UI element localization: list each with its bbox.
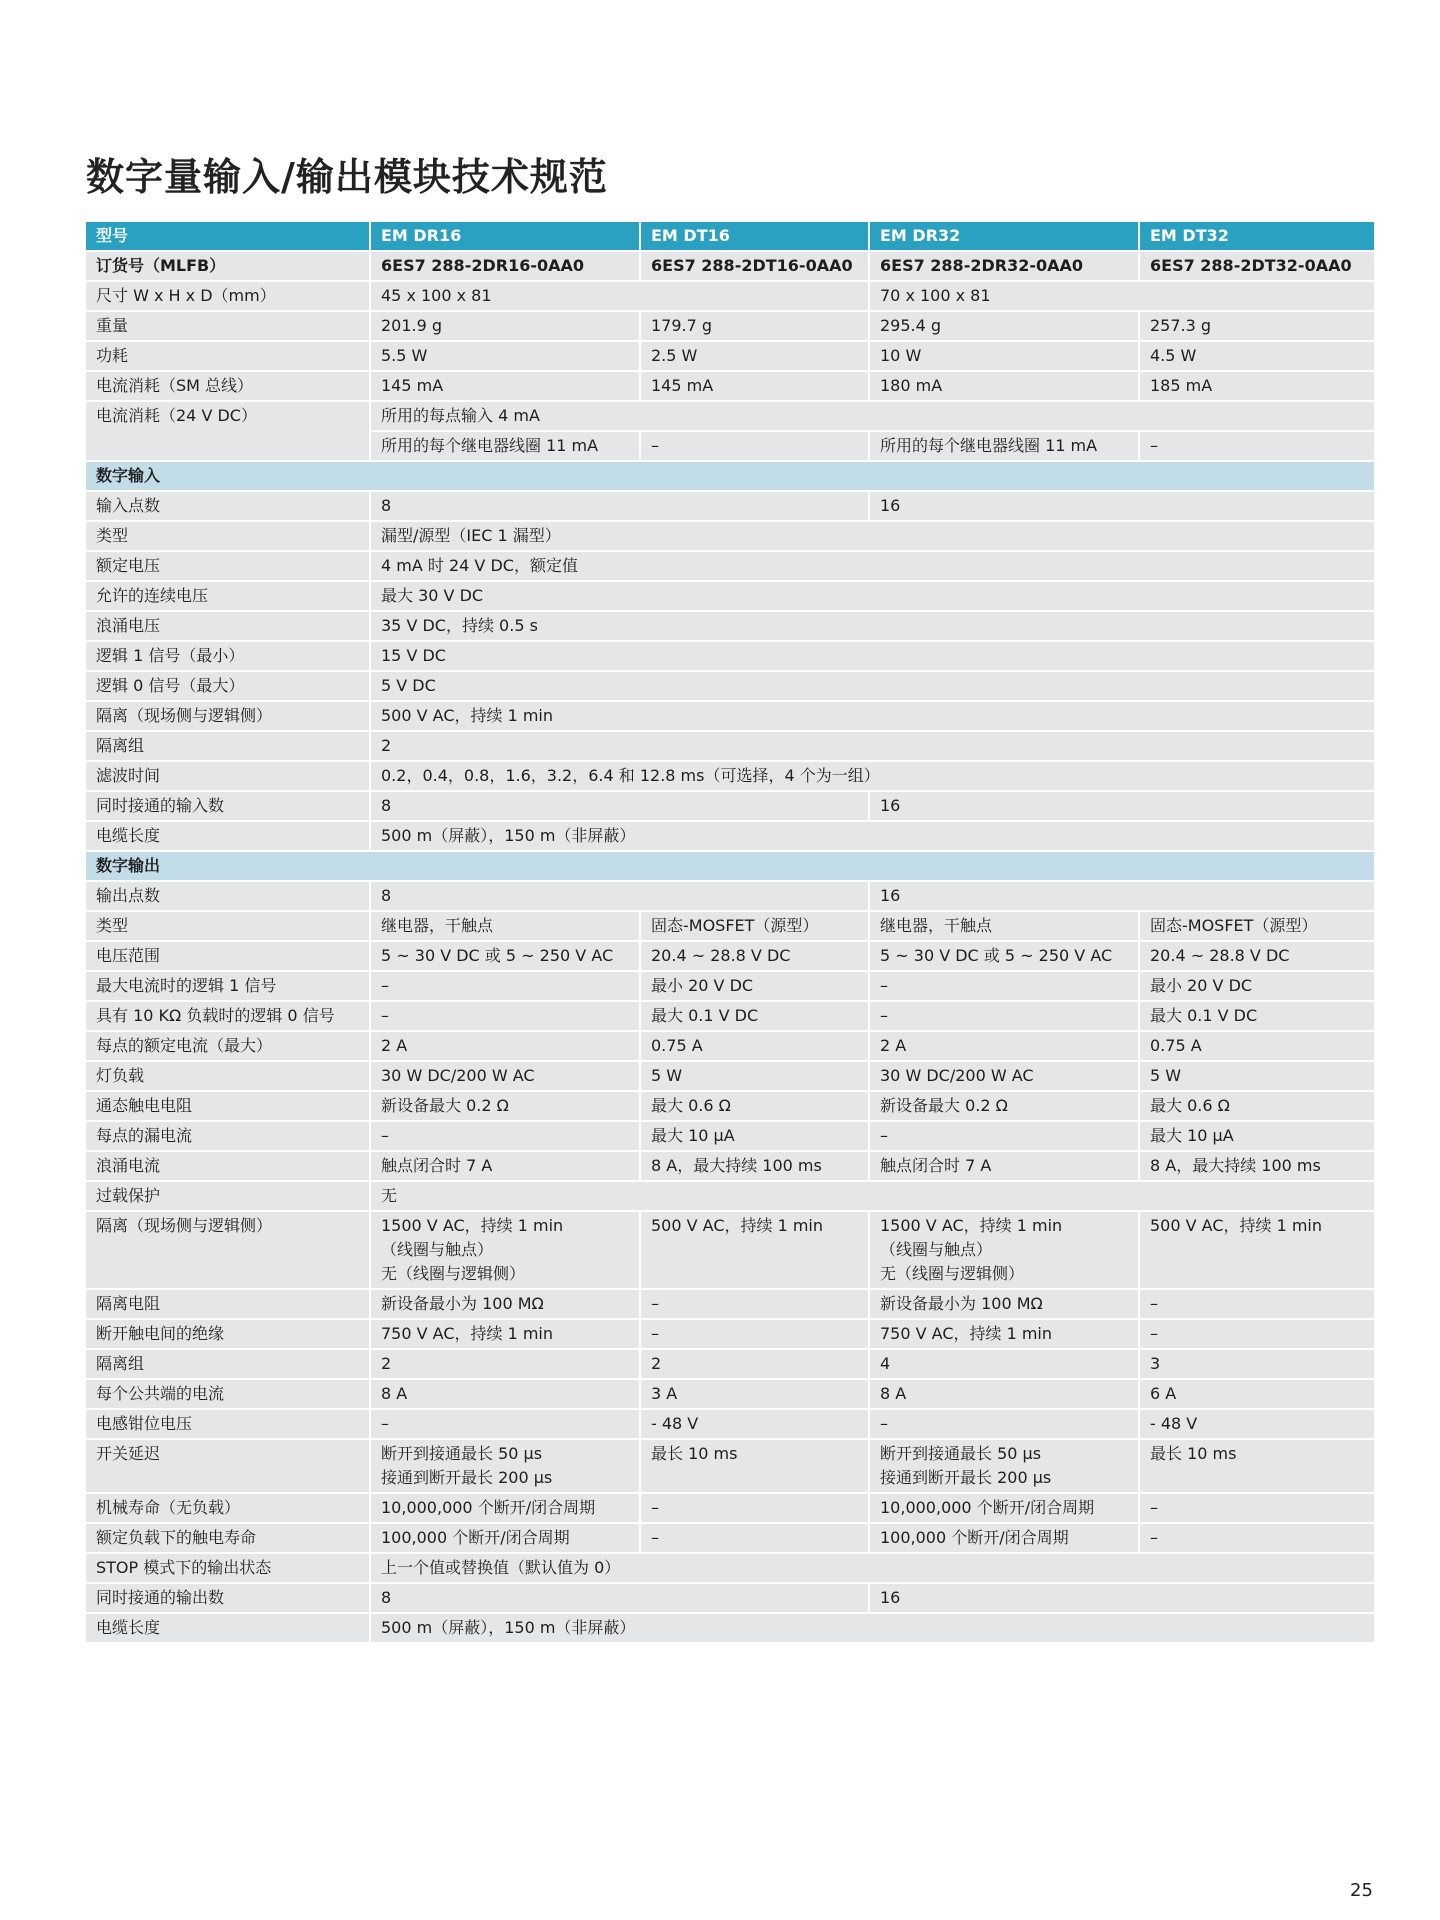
row-label: 类型 — [86, 522, 369, 550]
row-label: 灯负载 — [86, 1062, 369, 1090]
table-row — [86, 732, 1374, 760]
table-row — [86, 1122, 1374, 1150]
cell-line: 500 V AC，持续 1 min — [1150, 1216, 1323, 1235]
row-label: 逻辑 0 信号（最大） — [86, 672, 369, 700]
cell-line: 500 V AC，持续 1 min — [651, 1216, 824, 1235]
cell: 180 mA — [870, 372, 1138, 400]
cell: 750 V AC，持续 1 min — [371, 1320, 639, 1348]
cell-line: 接通到断开最长 200 μs — [880, 1468, 1052, 1487]
header-model: EM DT32 — [1140, 222, 1374, 250]
cell: 16 — [870, 882, 1374, 910]
cell: 70 x 100 x 81 — [870, 282, 1374, 310]
cell: 2 — [641, 1350, 868, 1378]
cell: 6ES7 288-2DR32-0AA0 — [870, 252, 1138, 280]
cell: 20.4 ~ 28.8 V DC — [1140, 942, 1374, 970]
row-label: 过载保护 — [86, 1182, 369, 1210]
table-row — [86, 1524, 1374, 1552]
cell: 最大 10 μA — [641, 1122, 868, 1150]
cell: 10,000,000 个断开/闭合周期 — [870, 1494, 1138, 1522]
cell: 8 A — [870, 1380, 1138, 1408]
cell: 最小 20 V DC — [1140, 972, 1374, 1000]
cell: 触点闭合时 7 A — [870, 1152, 1138, 1180]
header-model: EM DR32 — [870, 222, 1138, 250]
row-label: 电流消耗（SM 总线） — [86, 372, 369, 400]
row-label: 电缆长度 — [86, 822, 369, 850]
cell: 0.75 A — [641, 1032, 868, 1060]
cell: 500 m（屏蔽），150 m（非屏蔽） — [371, 822, 1374, 850]
cell: 100,000 个断开/闭合周期 — [371, 1524, 639, 1552]
cell: – — [371, 1122, 639, 1150]
header-model: EM DT16 — [641, 222, 868, 250]
cell: 最大 0.6 Ω — [641, 1092, 868, 1120]
row-label: 重量 — [86, 312, 369, 340]
section-title: 数字输出 — [86, 852, 1374, 880]
row-label: 电缆长度 — [86, 1614, 369, 1642]
row-label: 允许的连续电压 — [86, 582, 369, 610]
cell: 295.4 g — [870, 312, 1138, 340]
page-number: 25 — [1350, 1880, 1373, 1901]
cell: – — [1140, 432, 1374, 460]
row-label: 尺寸 W x H x D（mm） — [86, 282, 369, 310]
cell: 145 mA — [371, 372, 639, 400]
cell: 16 — [870, 792, 1374, 820]
cell: 2 — [371, 732, 1374, 760]
cell: 257.3 g — [1140, 312, 1374, 340]
table-row — [86, 1614, 1374, 1642]
cell: 8 — [371, 492, 868, 520]
cell: 30 W DC/200 W AC — [870, 1062, 1138, 1090]
cell-line: （线圈与触点） — [381, 1240, 494, 1259]
cell: 500 V AC，持续 1 min — [371, 702, 1374, 730]
cell: 185 mA — [1140, 372, 1374, 400]
cell-line: 1500 V AC，持续 1 min — [880, 1216, 1063, 1235]
row-label: 同时接通的输入数 — [86, 792, 369, 820]
table-row — [86, 672, 1374, 700]
cell: – — [371, 1002, 639, 1030]
cell-line: （线圈与触点） — [880, 1240, 993, 1259]
table-row — [86, 1062, 1374, 1090]
cell: 100,000 个断开/闭合周期 — [870, 1524, 1138, 1552]
table-row — [86, 1554, 1374, 1582]
cell: 新设备最大 0.2 Ω — [371, 1092, 639, 1120]
cell: 最大 0.1 V DC — [641, 1002, 868, 1030]
table-row — [86, 1152, 1374, 1180]
cell-line: 断开到接通最长 50 μs — [880, 1444, 1042, 1463]
cell: 2.5 W — [641, 342, 868, 370]
row-label: 浪涌电压 — [86, 612, 369, 640]
row-label: 每个公共端的电流 — [86, 1380, 369, 1408]
row-label: 开关延迟 — [86, 1440, 369, 1492]
table-row — [86, 792, 1374, 820]
table-row — [86, 582, 1374, 610]
table-row — [86, 522, 1374, 550]
table-row — [86, 312, 1374, 340]
cell: 5.5 W — [371, 342, 639, 370]
cell: 无 — [371, 1182, 1374, 1210]
row-label: 同时接通的输出数 — [86, 1584, 369, 1612]
cell: 8 A — [371, 1380, 639, 1408]
cell: 0.2，0.4，0.8，1.6，3.2，6.4 和 12.8 ms（可选择，4 个为一组） — [371, 762, 1374, 790]
cell: 6ES7 288-2DT16-0AA0 — [641, 252, 868, 280]
row-label: 隔离组 — [86, 732, 369, 760]
cell: – — [641, 1290, 868, 1318]
row-label: 订货号（MLFB） — [86, 252, 369, 280]
header-model: EM DR16 — [371, 222, 639, 250]
row-label: 电感钳位电压 — [86, 1410, 369, 1438]
cell: 10,000,000 个断开/闭合周期 — [371, 1494, 639, 1522]
cell: 新设备最小为 100 MΩ — [371, 1290, 639, 1318]
row-label: 通态触电电阻 — [86, 1092, 369, 1120]
spec-table — [84, 220, 1376, 1644]
cell: 所用的每个继电器线圈 11 mA — [870, 432, 1138, 460]
cell: 2 A — [870, 1032, 1138, 1060]
cell: 6ES7 288-2DT32-0AA0 — [1140, 252, 1374, 280]
cell: – — [870, 1122, 1138, 1150]
cell: 8 A，最大持续 100 ms — [1140, 1152, 1374, 1180]
cell: 3 — [1140, 1350, 1374, 1378]
cell: 所用的每个继电器线圈 11 mA — [371, 432, 639, 460]
cell-line: 断开到接通最长 50 μs — [381, 1444, 543, 1463]
cell — [870, 1440, 1138, 1492]
row-label: 电压范围 — [86, 942, 369, 970]
cell: 2 — [371, 1350, 639, 1378]
table-row — [86, 342, 1374, 370]
row-label: 隔离（现场侧与逻辑侧） — [86, 1212, 369, 1288]
cell: 最大 0.1 V DC — [1140, 1002, 1374, 1030]
cell: 500 m（屏蔽），150 m（非屏蔽） — [371, 1614, 1374, 1642]
cell: 最大 30 V DC — [371, 582, 1374, 610]
cell: 3 A — [641, 1380, 868, 1408]
row-label: 额定负载下的触电寿命 — [86, 1524, 369, 1552]
table-row — [86, 882, 1374, 910]
cell: 4 — [870, 1350, 1138, 1378]
cell: 0.75 A — [1140, 1032, 1374, 1060]
row-label: 每点的额定电流（最大） — [86, 1032, 369, 1060]
row-label: 输入点数 — [86, 492, 369, 520]
cell: 201.9 g — [371, 312, 639, 340]
cell: 固态-MOSFET（源型） — [641, 912, 868, 940]
table-row — [86, 1380, 1374, 1408]
cell: – — [641, 432, 868, 460]
cell: 新设备最大 0.2 Ω — [870, 1092, 1138, 1120]
table-row — [86, 402, 1374, 430]
cell: 179.7 g — [641, 312, 868, 340]
cell: – — [870, 972, 1138, 1000]
table-row — [86, 642, 1374, 670]
table-row — [86, 1494, 1374, 1522]
cell: 15 V DC — [371, 642, 1374, 670]
cell: 最大 0.6 Ω — [1140, 1092, 1374, 1120]
cell: 5 W — [641, 1062, 868, 1090]
row-label: 具有 10 KΩ 负载时的逻辑 0 信号 — [86, 1002, 369, 1030]
header-label: 型号 — [86, 222, 369, 250]
cell: – — [641, 1320, 868, 1348]
row-label: 电流消耗（24 V DC） — [86, 402, 369, 460]
row-label: 机械寿命（无负载） — [86, 1494, 369, 1522]
table-row — [86, 372, 1374, 400]
cell: – — [371, 972, 639, 1000]
table-row — [86, 1320, 1374, 1348]
cell: 触点闭合时 7 A — [371, 1152, 639, 1180]
cell-line: 无（线圈与逻辑侧） — [381, 1264, 526, 1283]
table-row — [86, 1584, 1374, 1612]
cell: 4.5 W — [1140, 342, 1374, 370]
row-label: 每点的漏电流 — [86, 1122, 369, 1150]
row-label: 隔离电阻 — [86, 1290, 369, 1318]
cell — [641, 1212, 868, 1288]
cell — [1140, 1212, 1374, 1288]
cell: 750 V AC，持续 1 min — [870, 1320, 1138, 1348]
cell: 30 W DC/200 W AC — [371, 1062, 639, 1090]
cell-line: 无（线圈与逻辑侧） — [880, 1264, 1025, 1283]
cell: 5 W — [1140, 1062, 1374, 1090]
cell: 35 V DC，持续 0.5 s — [371, 612, 1374, 640]
table-row — [86, 252, 1374, 280]
cell: 继电器，干触点 — [371, 912, 639, 940]
cell: – — [371, 1410, 639, 1438]
cell: 最小 20 V DC — [641, 972, 868, 1000]
cell: 上一个值或替换值（默认值为 0） — [371, 1554, 1374, 1582]
cell: 8 — [371, 1584, 868, 1612]
cell: 2 A — [371, 1032, 639, 1060]
table-row — [86, 942, 1374, 970]
table-row — [86, 1212, 1374, 1288]
cell: – — [1140, 1524, 1374, 1552]
cell: 5 V DC — [371, 672, 1374, 700]
cell: 20.4 ~ 28.8 V DC — [641, 942, 868, 970]
table-row — [86, 1182, 1374, 1210]
section-header-row — [86, 852, 1374, 880]
cell: 6ES7 288-2DR16-0AA0 — [371, 252, 639, 280]
cell: – — [1140, 1494, 1374, 1522]
cell: 4 mA 时 24 V DC，额定值 — [371, 552, 1374, 580]
cell-line: 最长 10 ms — [1150, 1444, 1237, 1463]
row-label: 滤波时间 — [86, 762, 369, 790]
row-label: 额定电压 — [86, 552, 369, 580]
table-row — [86, 1440, 1374, 1492]
cell: 10 W — [870, 342, 1138, 370]
table-row — [86, 1092, 1374, 1120]
cell: 8 — [371, 792, 868, 820]
cell: 8 A，最大持续 100 ms — [641, 1152, 868, 1180]
cell: 6 A — [1140, 1380, 1374, 1408]
cell: 5 ~ 30 V DC 或 5 ~ 250 V AC — [371, 942, 639, 970]
cell-line: 最长 10 ms — [651, 1444, 738, 1463]
cell: 45 x 100 x 81 — [371, 282, 868, 310]
cell: 漏型/源型（IEC 1 漏型） — [371, 522, 1374, 550]
cell: 所用的每点输入 4 mA — [371, 402, 1374, 430]
row-label: 隔离组 — [86, 1350, 369, 1378]
table-row — [86, 492, 1374, 520]
table-row — [86, 1002, 1374, 1030]
table-row — [86, 282, 1374, 310]
row-label: 输出点数 — [86, 882, 369, 910]
cell: 8 — [371, 882, 868, 910]
cell-line: 1500 V AC，持续 1 min — [381, 1216, 564, 1235]
cell: 最大 10 μA — [1140, 1122, 1374, 1150]
table-header-row — [86, 222, 1374, 250]
row-label: 逻辑 1 信号（最小） — [86, 642, 369, 670]
row-label: 浪涌电流 — [86, 1152, 369, 1180]
table-row — [86, 702, 1374, 730]
cell-line: 接通到断开最长 200 μs — [381, 1468, 553, 1487]
cell: – — [641, 1524, 868, 1552]
cell: 16 — [870, 1584, 1374, 1612]
cell: - 48 V — [1140, 1410, 1374, 1438]
cell: – — [641, 1494, 868, 1522]
table-row — [86, 552, 1374, 580]
table-row — [86, 972, 1374, 1000]
cell: 5 ~ 30 V DC 或 5 ~ 250 V AC — [870, 942, 1138, 970]
table-row — [86, 1410, 1374, 1438]
page-title: 数字量输入/输出模块技术规范 — [86, 155, 608, 199]
table-row — [86, 1350, 1374, 1378]
cell: 新设备最小为 100 MΩ — [870, 1290, 1138, 1318]
cell — [371, 1212, 639, 1288]
cell: 16 — [870, 492, 1374, 520]
section-title: 数字输入 — [86, 462, 1374, 490]
row-label: 断开触电间的绝缘 — [86, 1320, 369, 1348]
cell — [870, 1212, 1138, 1288]
cell: 145 mA — [641, 372, 868, 400]
cell: – — [870, 1410, 1138, 1438]
row-label: 类型 — [86, 912, 369, 940]
table-row — [86, 1032, 1374, 1060]
cell: - 48 V — [641, 1410, 868, 1438]
cell — [1140, 1440, 1374, 1492]
cell: 固态-MOSFET（源型） — [1140, 912, 1374, 940]
table-row — [86, 1290, 1374, 1318]
cell: – — [1140, 1290, 1374, 1318]
row-label: STOP 模式下的输出状态 — [86, 1554, 369, 1582]
table-row — [86, 762, 1374, 790]
table-row — [86, 912, 1374, 940]
row-label: 功耗 — [86, 342, 369, 370]
table-row — [86, 822, 1374, 850]
cell — [641, 1440, 868, 1492]
table-row — [86, 612, 1374, 640]
cell: – — [1140, 1320, 1374, 1348]
row-label: 最大电流时的逻辑 1 信号 — [86, 972, 369, 1000]
section-header-row — [86, 462, 1374, 490]
cell — [371, 1440, 639, 1492]
cell: – — [870, 1002, 1138, 1030]
row-label: 隔离（现场侧与逻辑侧） — [86, 702, 369, 730]
cell: 继电器，干触点 — [870, 912, 1138, 940]
